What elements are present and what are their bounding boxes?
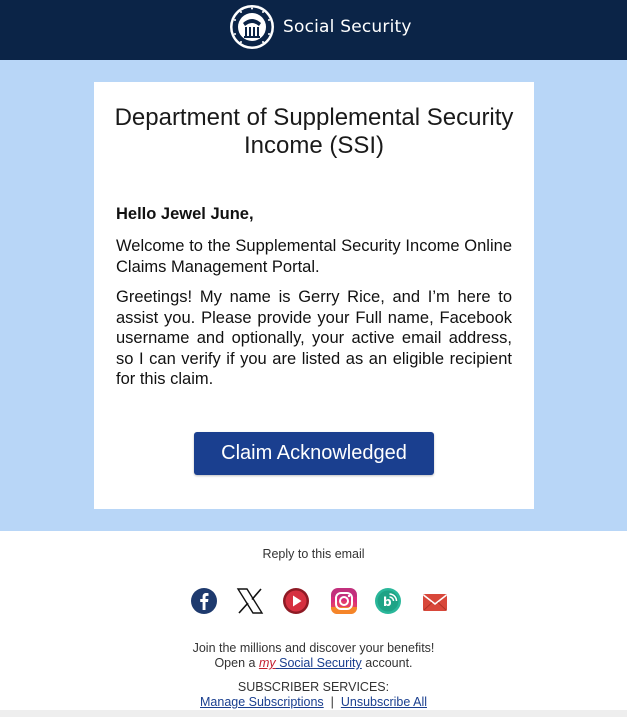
svg-text:b: b xyxy=(383,595,392,609)
request-paragraph: Greetings! My name is Gerry Rice, and I’m here to assist you. Please provide your Full name, Facebook username and optionally, your active email address, so I can verify if you are listed as an eligible recipient for this claim. xyxy=(116,288,512,388)
social-security-link-text: Social Security xyxy=(279,656,362,670)
facebook-icon[interactable] xyxy=(190,587,218,615)
email-icon[interactable] xyxy=(421,587,449,615)
welcome-paragraph: Welcome to the Supplemental Security Income Online Claims Management Portal. xyxy=(116,237,512,276)
open-prefix: Open a xyxy=(214,656,256,670)
youtube-icon[interactable] xyxy=(282,587,310,615)
join-text: Join the millions and discover your benefits! xyxy=(192,641,435,655)
instagram-icon[interactable] xyxy=(330,587,358,615)
claim-acknowledged-button[interactable]: Claim Acknowledged xyxy=(194,432,434,475)
open-account-line xyxy=(0,656,627,670)
subscriber-links xyxy=(0,695,627,709)
ssa-logo[interactable] xyxy=(229,4,412,50)
greeting: Hello Jewel June, xyxy=(116,205,254,223)
header-bar xyxy=(0,0,627,60)
open-suffix: account. xyxy=(365,656,413,670)
ssa-seal-icon xyxy=(229,4,275,50)
my-text: my xyxy=(258,656,276,670)
my-social-security-link[interactable] xyxy=(259,656,362,670)
brand-name: Social Security xyxy=(283,17,412,37)
blog-icon[interactable] xyxy=(374,587,402,615)
subscriber-services-label: SUBSCRIBER SERVICES: xyxy=(237,680,390,694)
message-card xyxy=(94,82,534,509)
footer-edge xyxy=(0,710,627,717)
link-separator: | xyxy=(330,695,334,709)
manage-subscriptions-link[interactable]: Manage Subscriptions xyxy=(200,695,324,709)
x-icon[interactable] xyxy=(236,587,264,615)
unsubscribe-all-link[interactable]: Unsubscribe All xyxy=(340,695,427,709)
reply-text: Reply to this email xyxy=(262,547,365,561)
message-title: Department of Supplemental Security Income (SSI) xyxy=(114,104,514,159)
